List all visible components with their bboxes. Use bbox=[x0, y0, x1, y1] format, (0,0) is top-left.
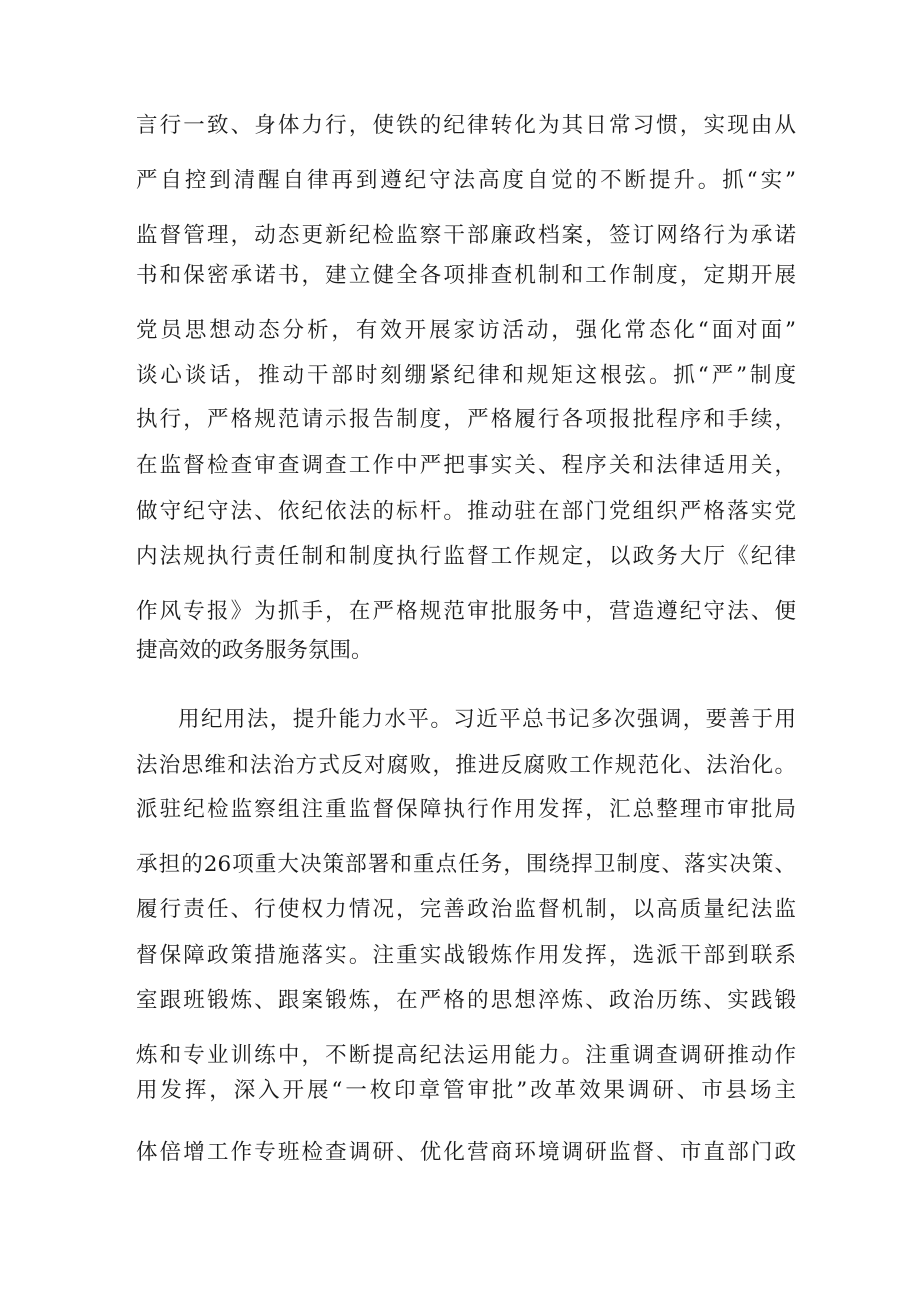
paragraph-line: 用纪用法，提升能力水平。习近平总书记多次强调，要善于用 bbox=[178, 707, 796, 732]
paragraph-line: 监督管理，动态更新纪检监察干部廉政档案，签订网络行为承诺 bbox=[136, 223, 796, 248]
paragraph-line: 捷高效的政务服务氛围。 bbox=[136, 638, 373, 663]
paragraph-line: 体倍增工作专班检查调研、优化营商环境调研监督、市直部门政 bbox=[136, 1140, 796, 1165]
paragraph-line: 内法规执行责任制和制度执行监督工作规定，以政务大厅《纪律 bbox=[136, 544, 796, 569]
paragraph-line: 书和保密承诺书，建立健全各项排查机制和工作制度，定期开展 bbox=[136, 263, 796, 288]
paragraph-line: 严自控到清醒自律再到遵纪守法高度自觉的不断提升。抓“实” bbox=[136, 168, 796, 193]
paragraph-line: 炼和专业训练中，不断提高纪法运用能力。注重调查调研推动作 bbox=[136, 1043, 796, 1068]
paragraph-line: 承担的26项重大决策部署和重点任务，围绕捍卫制度、落实决策、 bbox=[136, 852, 796, 877]
paragraph-line: 室跟班锻炼、跟案锻炼，在严格的思想淬炼、政治历练、实践锻 bbox=[136, 988, 796, 1013]
paragraph-line: 法治思维和法治方式反对腐败，推进反腐败工作规范化、法治化。 bbox=[136, 753, 796, 778]
paragraph-line: 在监督检查审查调查工作中严把事实关、程序关和法律适用关， bbox=[136, 453, 796, 478]
paragraph-line: 执行，严格规范请示报告制度，严格履行各项报批程序和手续， bbox=[136, 407, 796, 432]
paragraph-line: 谈心谈话，推动干部时刻绷紧纪律和规矩这根弦。抓“严”制度 bbox=[136, 363, 796, 388]
paragraph-line: 党员思想动态分析，有效开展家访活动，强化常态化“面对面” bbox=[136, 318, 796, 343]
paragraph-line: 履行责任、行使权力情况，完善政治监督机制，以高质量纪法监 bbox=[136, 897, 796, 922]
paragraph-line: 作风专报》为抓手，在严格规范审批服务中，营造遵纪守法、便 bbox=[136, 599, 796, 624]
paragraph-line: 督保障政策措施落实。注重实战锻炼作用发挥，选派干部到联系 bbox=[136, 943, 796, 968]
paragraph-line: 做守纪守法、依纪依法的标杆。推动驻在部门党组织严格落实党 bbox=[136, 499, 796, 524]
paragraph-line: 用发挥，深入开展“一枚印章管审批”改革效果调研、市县场主 bbox=[136, 1078, 796, 1103]
paragraph-line: 派驻纪检监察组注重监督保障执行作用发挥，汇总整理市审批局 bbox=[136, 797, 796, 822]
paragraph-line: 言行一致、身体力行，使铁的纪律转化为其日常习惯，实现由从 bbox=[136, 113, 796, 138]
